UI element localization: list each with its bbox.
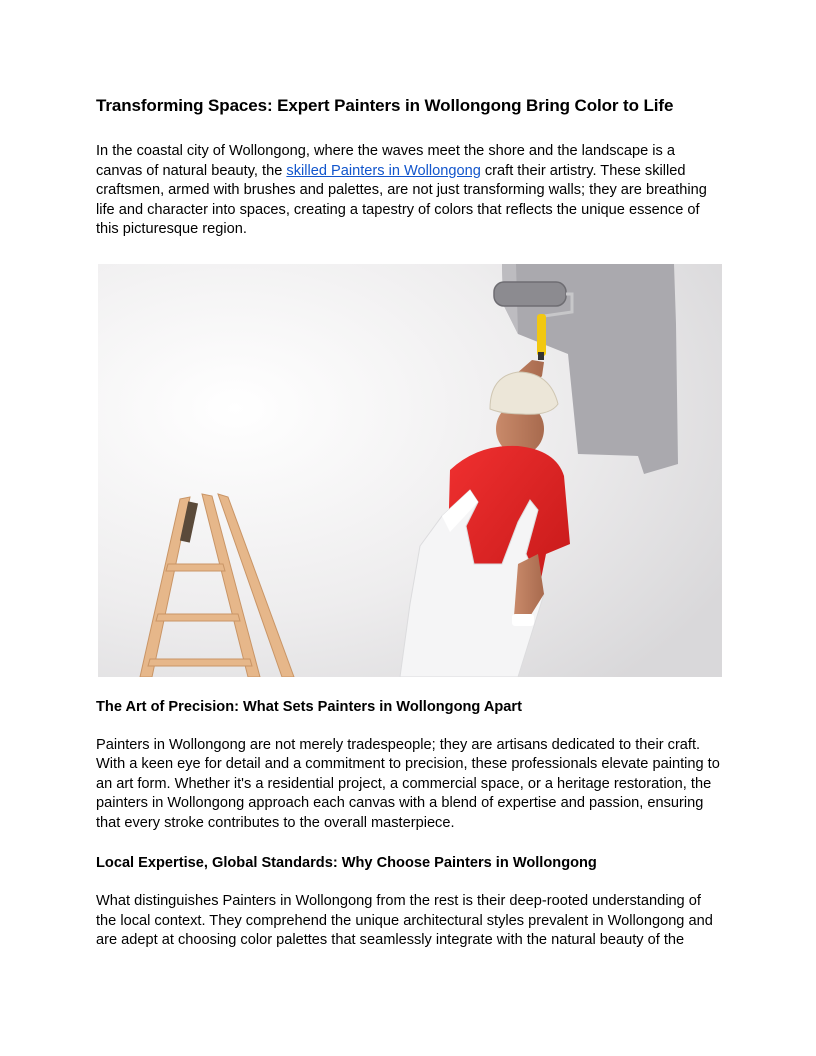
section-heading-precision: The Art of Precision: What Sets Painters in Wollongong Apart [96, 698, 522, 715]
intro-text-before-link: In the coastal city of Wollongong, where the waves meet the shore and the landscape is a canvas of natural beauty, the [96, 143, 675, 179]
document-body [96, 94, 722, 951]
intro-text-after-link: craft their artistry. These skilled craftsmen, armed with brushes and palettes, are not just transforming walls; they are breathing life and character into spaces, creating a tapestry of colors that reflects the unique essence of this picturesque region. [96, 162, 707, 237]
section-body-local-expertise: What distinguishes Painters in Wollongong from the rest is their deep-rooted understanding of the local context. They comprehend the unique architectural styles prevalent in Wollongong and are adept at choosing color palettes that seamlessly integrate with the natural beauty of the [96, 893, 713, 948]
painters-wollongong-link[interactable]: skilled Painters in Wollongong [286, 162, 481, 179]
intro-paragraph [96, 142, 722, 240]
section-heading-local-expertise: Local Expertise, Global Standards: Why Choose Painters in Wollongong [96, 855, 597, 871]
section-body-precision: Painters in Wollongong are not merely tradespeople; they are artisans dedicated to their craft. With a keen eye for detail and a commitment to precision, these professionals elevate painting to an art form. Whether it's a residential project, a commercial space, or a heritage restoration, the painters in Wollongong approach each canvas with a blend of expertise and passion, ensuring that every stroke contributes to the overall masterpiece. [96, 736, 720, 831]
page-title: Transforming Spaces: Expert Painters in Wollongong Bring Color to Life [96, 96, 674, 115]
painter-photo [98, 264, 722, 677]
